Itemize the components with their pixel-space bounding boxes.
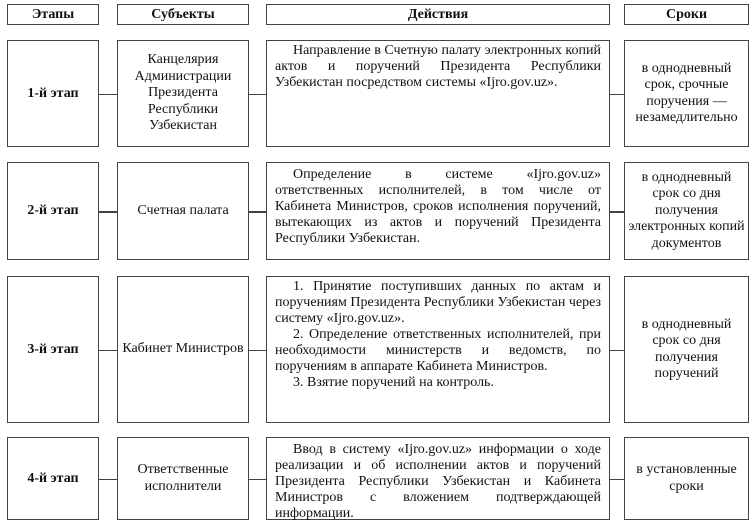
actions-box <box>266 276 610 423</box>
connector-line <box>610 479 624 481</box>
subject-box <box>117 162 249 260</box>
header-subjects: Субъекты <box>117 4 249 25</box>
term-label: в однодневный срок, срочные поручения — незамедлительно <box>635 60 738 125</box>
term-label: в однодневный срок со дня получения поручений <box>641 316 732 381</box>
stage-box <box>7 437 99 520</box>
term-box <box>624 276 749 423</box>
connector-line <box>99 94 117 96</box>
connector-line <box>249 350 266 352</box>
subject-box <box>117 437 249 520</box>
subject-box <box>117 276 249 423</box>
connector-line <box>99 350 117 352</box>
stage-box <box>7 276 99 423</box>
connector-line <box>99 479 117 481</box>
connector-line <box>249 479 266 481</box>
stage-label: 4-й этап <box>27 470 79 486</box>
action-text: Ввод в систему «Ijro.gov.uz» информации о ходе реализации и об исполнении актов и поручений Президента Республики Узбекистан и Кабинета Министров с вложением подтверждающей информации. <box>275 442 601 521</box>
stage-label: 3-й этап <box>27 341 79 357</box>
action-text: 1. Принятие поступивших данных по актам и поручениям Президента Республики Узбекистан через систему «Ijro.gov.uz». <box>275 279 601 326</box>
connector-line <box>249 211 266 213</box>
action-text: Направление в Счетную палату электронных копий актов и поручений Президента Республики Узбекистан посредством системы «Ijro.gov.uz». <box>275 43 601 90</box>
term-label: в однодневный срок со дня получения электронных копий документов <box>628 169 745 251</box>
action-text: 3. Взятие поручений на контроль. <box>293 375 494 390</box>
connector-line <box>610 350 624 352</box>
action-text: Определение в системе «Ijro.gov.uz» ответственных исполнителей, в том числе от Кабинета Министров, сроков исполнения поручений, вытекающих из актов и поручений Президента Республики Узбекистан. <box>275 167 601 246</box>
connector-line <box>99 211 117 213</box>
header-actions: Действия <box>266 4 610 25</box>
term-box <box>624 40 749 147</box>
subject-label: Кабинет Министров <box>122 341 244 357</box>
subject-box <box>117 40 249 147</box>
action-text: 2. Определение ответственных исполнителей, при необходимости министерств и ведомств, по поручениям в аппарате Кабинета Министров. <box>275 327 601 374</box>
connector-line <box>610 211 624 213</box>
stage-box <box>7 40 99 147</box>
header-terms: Сроки <box>624 4 749 25</box>
actions-box <box>266 40 610 147</box>
actions-box <box>266 162 610 260</box>
header-stages: Этапы <box>7 4 99 25</box>
subject-label: Ответственные исполнители <box>137 462 229 494</box>
term-box <box>624 162 749 260</box>
stage-label: 1-й этап <box>27 85 79 101</box>
actions-box <box>266 437 610 520</box>
term-box <box>624 437 749 520</box>
subject-label: Канцелярия Администрации Президента Республики Узбекистан <box>134 52 232 134</box>
connector-line <box>249 94 266 96</box>
connector-line <box>610 94 624 96</box>
stage-box <box>7 162 99 260</box>
term-label: в установленные сроки <box>636 462 737 494</box>
stage-label: 2-й этап <box>27 203 79 218</box>
subject-label: Счетная палата <box>137 202 229 218</box>
